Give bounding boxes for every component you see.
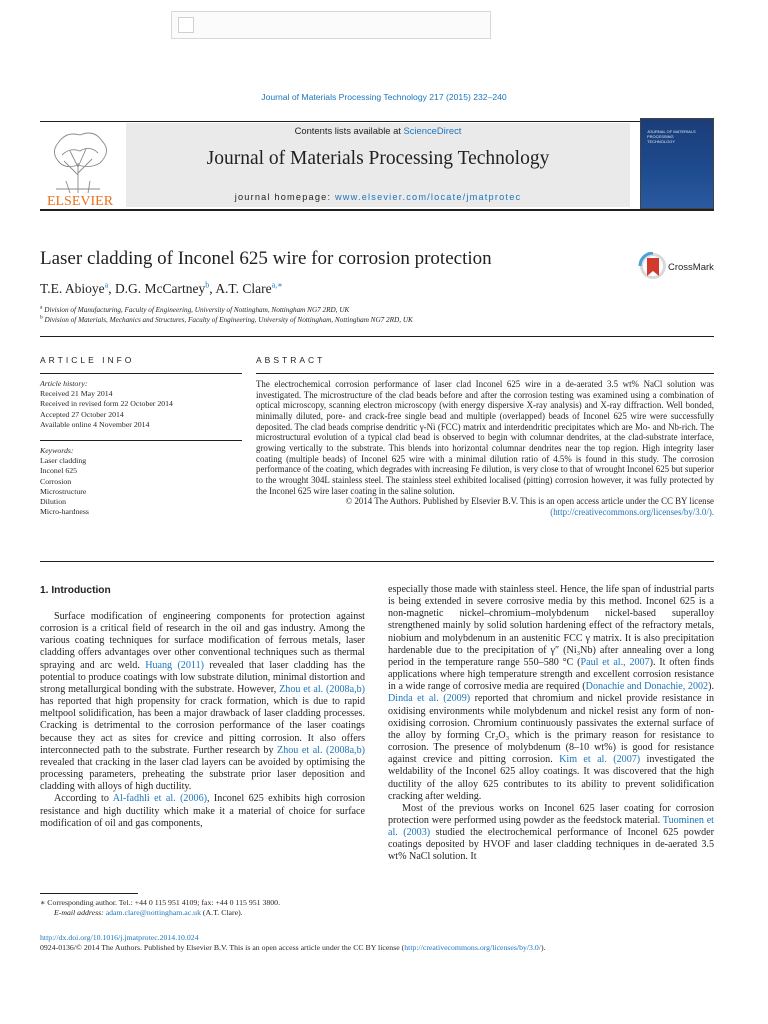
issn-suffix: ). xyxy=(540,943,546,952)
journal-cover-image[interactable] xyxy=(640,118,714,209)
elsevier-wordmark: ELSEVIER xyxy=(46,194,114,208)
doi-link[interactable]: http://dx.doi.org/10.1016/j.jmatprotec.2014.10.024 xyxy=(40,933,199,942)
body-paragraph xyxy=(388,803,714,864)
abstract-rule xyxy=(256,373,714,374)
citation-link[interactable]: Zhou et al. (2008a,b) xyxy=(279,683,366,695)
body-text: revealed that laser cladding has the potential to produce coatings with low substrate dilution, minimal distortion and strong metallurgical bonding with the substrate. However, xyxy=(40,659,365,695)
history-label: Article history: xyxy=(40,379,88,388)
body-text: studied the electrochemical performance of Inconel 625 powder coatings deposited by HVOF and laser cladding techniques in de-aerated 3.5 wt% NaCl solution. It xyxy=(388,827,714,863)
body-column-left xyxy=(40,611,365,830)
crossmark-label[interactable]: CrossMark xyxy=(668,262,714,273)
section-divider xyxy=(40,561,714,562)
author-affil-mark[interactable]: a xyxy=(104,280,109,290)
citation-link[interactable]: Zhou et al. (2008a,b) xyxy=(277,744,365,756)
journal-homepage xyxy=(126,192,630,202)
citation-link[interactable]: Kim et al. (2007) xyxy=(559,754,641,766)
affiliation-mark: b xyxy=(40,314,43,321)
citation-link[interactable]: Paul et al., 2007 xyxy=(580,656,650,668)
footnote-mark: ∗ xyxy=(40,898,46,907)
keyword-item: Dilution xyxy=(40,497,66,507)
keyword-item: Corrosion xyxy=(40,476,72,486)
keywords xyxy=(40,446,242,517)
body-text: , Inconel 625 exhibits high corrosion resistance and high ductility which make it a material of choice for surface modification of oil and gas components, xyxy=(40,793,366,829)
journal-title: Journal of Materials Processing Technology xyxy=(206,148,550,169)
body-text: Surface modification of engineering components for protection against corrosion is a critical field of research in the oil and gas industry. Among the various coating techniques for surface modification of ferrous metals, laser cladding offers advantages over other conventional techniques such as thermal spraying and arc weld. xyxy=(40,611,365,671)
issn-text: 0924-0136/© 2014 The Authors. Published by Elsevier B.V. This is an open access article under the CC BY license ( xyxy=(40,943,405,952)
corresponding-author-footnote xyxy=(40,898,370,918)
footnote-rule xyxy=(40,893,138,894)
section-divider xyxy=(40,336,714,337)
history-item: Available online 4 November 2014 xyxy=(40,419,150,429)
body-text: reported that chromium and nickel provide resistance in oxidising environments while molybdenum and nickel resist any form of non-oxidising corrosion. Chromium continuously passivates the external surface of the alloy by forming Cr₂O₃ which is the primary reason for resistance to corrosion. The presence of molybdenum (8–10 wt%) is good for resistance against crevice and pitting corrosion. xyxy=(388,693,714,766)
copyright-text: © 2014 The Authors. Published by Elsevier B.V. This is an open access article under the CC BY license xyxy=(345,496,714,507)
email-label: E-mail address: xyxy=(54,908,106,918)
body-text: especially those made with stainless steel. Hence, the life span of industrial parts is being extended in severe corrosive media by this method. Inconel 625 is a non-magnetic nickel–chromium–molybdenum nickel-based superalloy strengthened mainly by solid solution hardening effect of the refractory metals, niobium and molybdenum in an austenitic FCC γ matrix. It is also precipitation hardenable due to the precipitation of γ″ (Ni₃Nb) after annealing over a long period in the temperature range 550–580 °C ( xyxy=(388,584,714,668)
email-link[interactable]: adam.clare@nottingham.ac.uk xyxy=(105,908,201,918)
citation-link[interactable]: Al-fadhli et al. (2006) xyxy=(112,793,207,805)
keyword-item: Microstructure xyxy=(40,486,87,496)
body-text: has reported that high propensity for crack formation, which is due to rapid meltpool solidification, has been a major drawback of laser cladding processes. Cracking is detrimental to the corrosion performance of the laser coatings because they act as sites for crevice and pitting corrosion. It also offers interconnected path to the substrate. Further research by xyxy=(40,696,365,756)
article-info-heading: ARTICLE INFO xyxy=(40,355,135,365)
license-link[interactable]: http://creativecommons.org/licenses/by/3.0/ xyxy=(404,943,541,952)
contents-prefix: Contents lists available at xyxy=(294,125,404,136)
contents-available xyxy=(126,125,630,136)
body-paragraph xyxy=(388,584,714,803)
article-history xyxy=(40,379,242,430)
article-info-rule xyxy=(40,373,242,374)
sciencedirect-link[interactable]: ScienceDirect xyxy=(403,125,462,136)
body-text: ). It often finds applications where high temperature strength and excellent corrosion resistance in a wide range of corrosive media are required ( xyxy=(388,656,714,693)
keywords-label: Keywords: xyxy=(40,446,74,455)
body-column-right xyxy=(388,584,714,864)
license-link[interactable]: (http://creativecommons.org/licenses/by/3.0/). xyxy=(550,506,714,517)
body-text: investigated the weldability of the Inconel 625 alloy coatings. It was discovered that the high ductility of the alloy 625 contributes to its ability to prevent solidification cracking after welding. xyxy=(388,754,715,802)
affiliation-text: Division of Manufacturing, Faculty of Engineering, University of Nottingham, Nottingham NG7 2RD, UK xyxy=(44,306,350,314)
abstract-paragraph: The electrochemical corrosion performance of laser clad Inconel 625 wire in a de-aerated 3.5 wt% NaCl solution was investigated. The microstructure of the clad beads before and after the corrosion testing was examined using a combination of optical microscopy, scanning electron microscopy (with energy dispersive X-ray analysis) and X-ray diffraction. Well bonded, minimally diluted, pore- and crack-free single bead and multiple (overlapped) beads of Inconel 625 wire were successfully deposited. The clad beads comprise dendritic γ-Ni (FCC) matrix and interdendritic precipitates which are Mo- and Nb-rich. The microstructural evolution of a typical clad bead is observed to begin with columnar dendrites, at the clad-substrate interface, growing vertically to the substrate. This blends into horizontal columnar dendrites near the top region. High integrity laser coating (multiple beads) of Inconel 625 wire with a minimal dilution ratio of 4.5% is found in this study. The corrosion performance of the coating, which degrades with increasing Fe dilution, is very close to that of wrought Inconel 625 but superior to the wrought 304L stainless steel. The stainless steel exhibited localised (pitting) corrosion however, it was fully protected by the Inconel 625 wire laser coating in the saline solution. xyxy=(256,379,714,496)
abstract-body xyxy=(256,379,714,518)
affiliation-a xyxy=(40,306,349,314)
cover-title-text: JOURNAL OF MATERIALS PROCESSING TECHNOLOGY xyxy=(647,129,696,144)
abstract-copyright xyxy=(256,496,714,517)
section-heading-introduction: 1. Introduction xyxy=(40,585,111,596)
masthead-rule-top xyxy=(40,121,714,122)
masthead-rule-bottom xyxy=(40,209,714,211)
journal-reference[interactable]: Journal of Materials Processing Technology 217 (2015) 232–240 xyxy=(261,92,507,102)
body-text: According to xyxy=(54,793,113,805)
issn-license-line xyxy=(40,943,720,952)
article-title: Laser cladding of Inconel 625 wire for corrosion protection xyxy=(40,248,492,269)
affiliation-mark: a xyxy=(40,304,43,311)
author-name: T.E. Abioye xyxy=(40,281,105,296)
abstract-heading: ABSTRACT xyxy=(256,355,326,365)
citation-link[interactable]: Huang (2011) xyxy=(145,659,204,671)
body-text: Most of the previous works on Inconel 625 laser coating for corrosion protection were performed using powder as the feedstock material. xyxy=(388,802,714,826)
history-item: Received 21 May 2014 xyxy=(40,389,113,399)
keyword-item: Laser cladding xyxy=(40,456,87,466)
body-paragraph xyxy=(40,793,365,829)
citation-link[interactable]: Donachie and Donachie, 2002 xyxy=(585,681,709,693)
author-affil-mark[interactable]: b xyxy=(205,280,210,290)
author-affil-mark[interactable]: a,∗ xyxy=(271,280,283,290)
body-paragraph xyxy=(40,611,365,793)
citation-link[interactable]: Dinda et al. (2009) xyxy=(388,693,471,705)
footnote-text: Corresponding author. Tel.: +44 0 115 951 4109; fax: +44 0 115 951 3800. xyxy=(45,898,281,907)
body-text: ). xyxy=(708,681,714,693)
citation-link[interactable]: Tuominen et al. (2003) xyxy=(388,814,714,839)
author-name: D.G. McCartney xyxy=(114,281,206,296)
author-name: A.T. Clare xyxy=(215,281,272,296)
homepage-link[interactable]: www.elsevier.com/locate/jmatprotec xyxy=(334,192,522,202)
history-item: Accepted 27 October 2014 xyxy=(40,409,124,419)
viewer-toolbar[interactable] xyxy=(171,11,491,39)
author-list: T.E. Abioye$^a$, D.G. McCartney$^b$, A.T. Clare$^{a,∗}$ xyxy=(40,280,283,296)
affiliation-b xyxy=(40,316,413,324)
body-text: revealed that cracking in the laser clad layers can be avoided by optimising the processing parameters, preheating the substrate prior laser deposition and cladding with alloys of high ductility. xyxy=(40,756,365,793)
affiliation-text: Division of Materials, Mechanics and Structures, Faculty of Engineering, University of Nottingham, Nottingham NG7 2RD, UK xyxy=(44,316,413,324)
toolbar-checkbox[interactable] xyxy=(178,17,194,33)
keywords-rule xyxy=(40,440,242,441)
history-item: Received in revised form 22 October 2014 xyxy=(40,399,173,409)
keyword-item: Inconel 625 xyxy=(40,466,78,476)
email-suffix: (A.T. Clare). xyxy=(200,908,243,918)
homepage-prefix: journal homepage: xyxy=(234,192,335,202)
elsevier-logo xyxy=(40,123,120,208)
keyword-item: Micro-hardness xyxy=(40,507,89,517)
